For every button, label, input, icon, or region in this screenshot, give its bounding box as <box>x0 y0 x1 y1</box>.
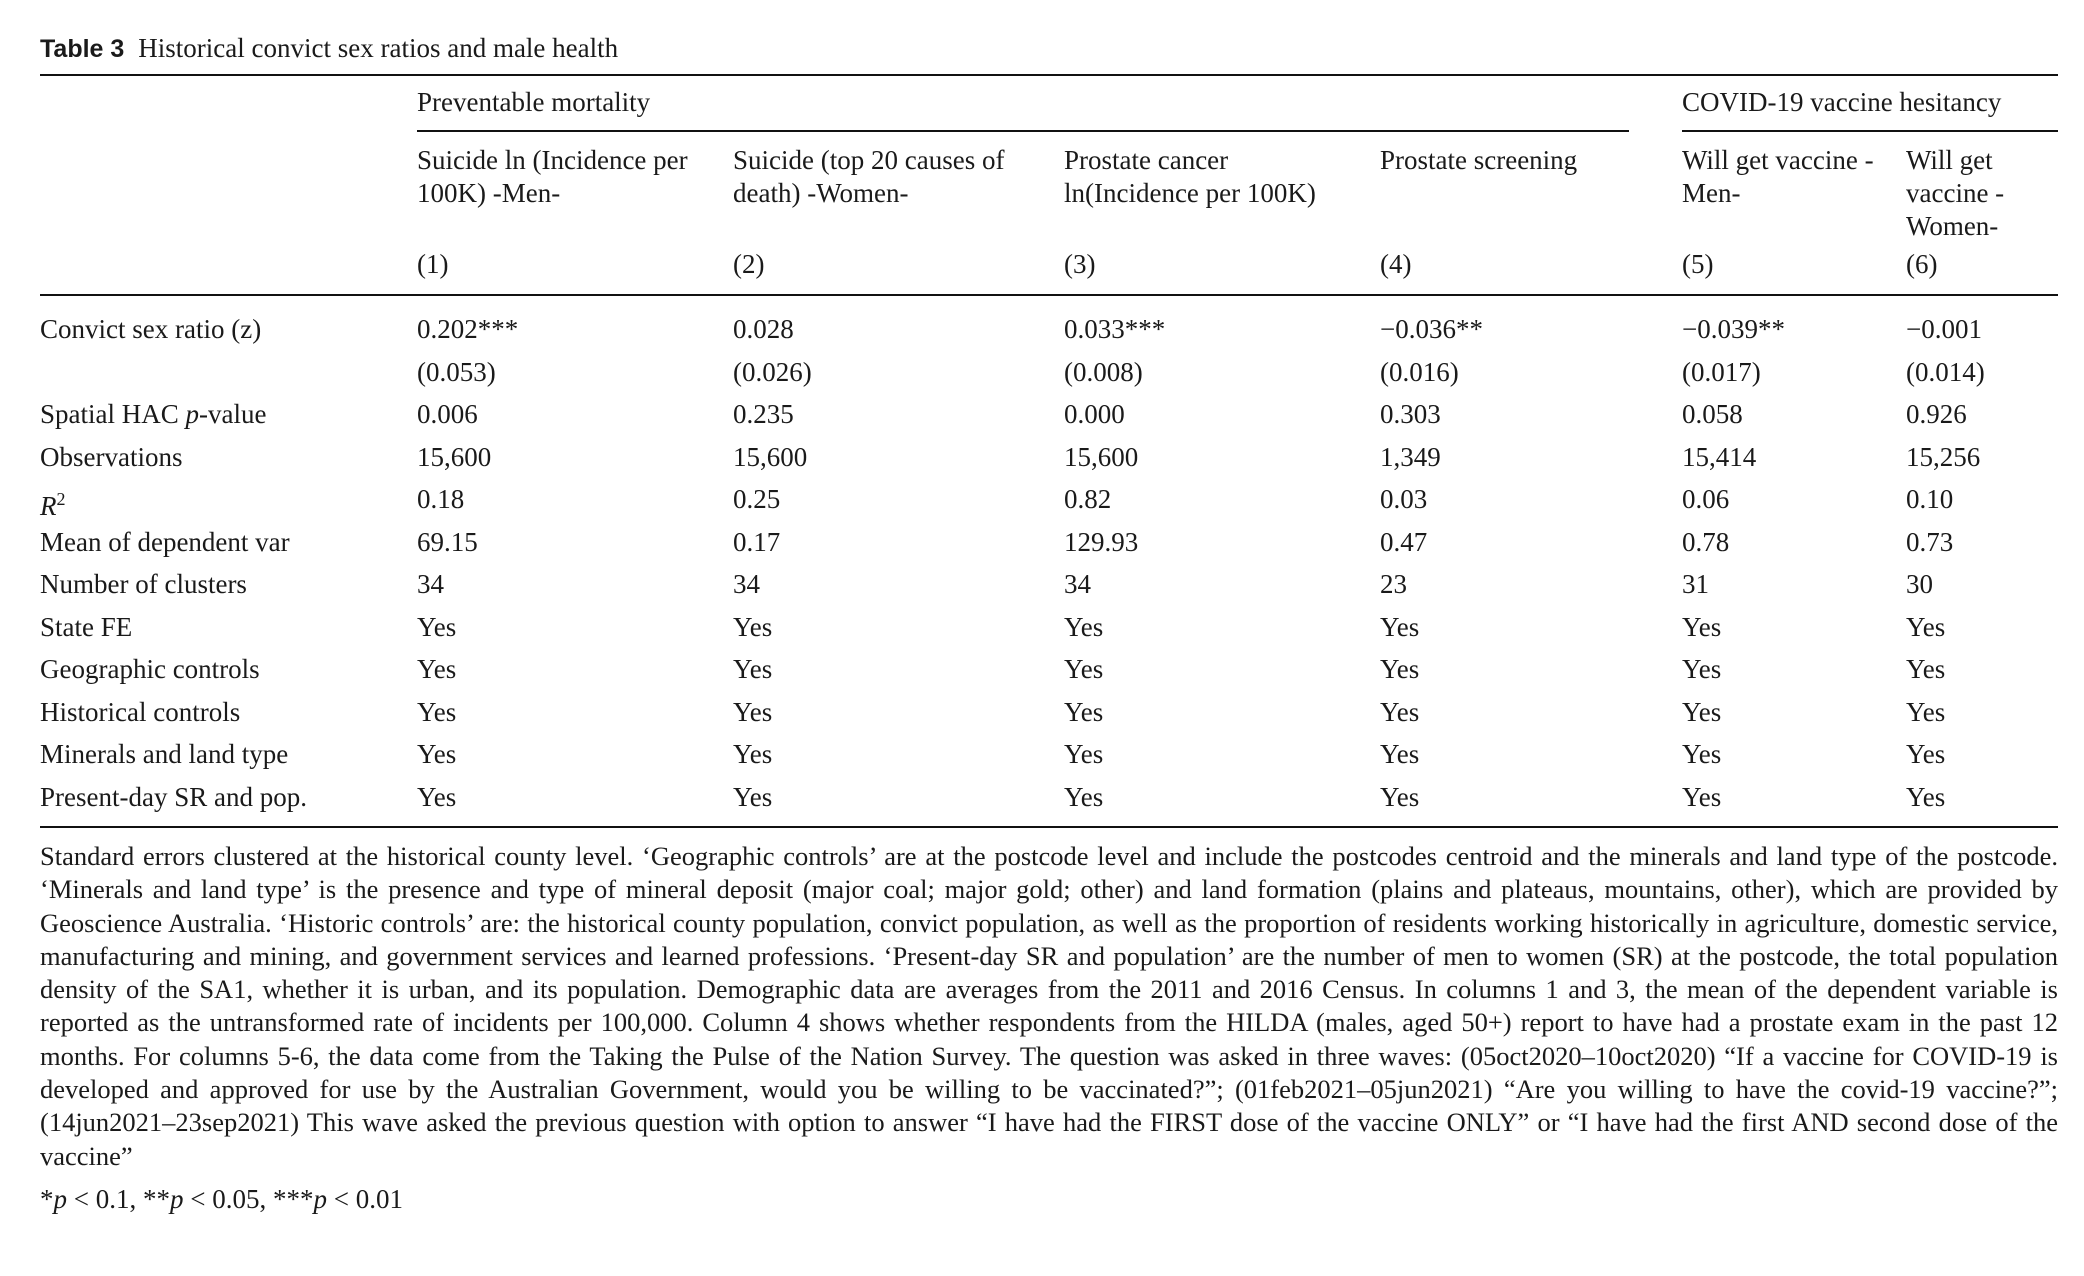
table-cell: 1,349 <box>1380 441 1441 472</box>
table-cell: 0.73 <box>1906 526 1954 557</box>
table-cell: Yes <box>417 654 457 684</box>
table-row <box>40 648 2058 691</box>
table-cell: Yes <box>1906 654 1946 684</box>
column-header: Prostate screening <box>1380 145 1578 175</box>
table-cell: 0.926 <box>1906 399 1967 429</box>
row-label: Historical controls <box>40 696 241 727</box>
significance-note: *p < 0.1, **p < 0.05, ***p < 0.01 <box>40 1183 403 1214</box>
table-cell: Yes <box>1064 696 1104 727</box>
bottom-rule <box>40 826 2058 828</box>
table-cell: 0.25 <box>733 484 781 514</box>
table-cell: Yes <box>733 781 773 812</box>
column-header: Prostate cancer ln(Incidence per 100K) <box>1064 145 1316 208</box>
table-cell: 0.47 <box>1380 526 1428 557</box>
table-cell: 0.028 <box>733 314 794 344</box>
table-cell: −0.036** <box>1380 314 1483 344</box>
table-cell: 0.18 <box>417 484 465 514</box>
column-number: (2) <box>733 249 765 279</box>
table-cell: Yes <box>1682 739 1722 769</box>
table-cell: 0.06 <box>1682 484 1730 514</box>
table-cell: Yes <box>733 696 773 727</box>
table-cell: Yes <box>1682 781 1722 812</box>
group-header-row <box>40 76 2058 132</box>
table-row <box>40 691 2058 734</box>
table-page <box>40 30 2058 1217</box>
table-cell: Yes <box>1380 739 1420 769</box>
table-cell: Yes <box>1380 654 1420 684</box>
table-cell: 31 <box>1682 569 1709 599</box>
table-cell: (0.026) <box>733 356 812 387</box>
table-cell: 34 <box>1064 569 1091 599</box>
table-row <box>40 606 2058 649</box>
row-label: Minerals and land type <box>40 739 289 769</box>
table-caption <box>40 30 2058 74</box>
table-cell: 30 <box>1906 569 1933 599</box>
table-cell: 0.006 <box>417 399 478 429</box>
table-row <box>40 436 2058 479</box>
table-cell: Yes <box>1380 611 1420 642</box>
table-cell: Yes <box>1906 696 1946 727</box>
table-cell: Yes <box>733 611 773 642</box>
table-cell: 129.93 <box>1064 526 1139 557</box>
row-label: Present-day SR and pop. <box>40 781 307 812</box>
column-header: Suicide ln (Incidence per 100K) -Men- <box>417 145 688 208</box>
column-number: (4) <box>1380 249 1412 279</box>
table-row <box>40 733 2058 776</box>
table-cell: Yes <box>1682 611 1722 642</box>
table-cell: 34 <box>733 569 760 599</box>
table-row <box>40 351 2058 394</box>
column-header: Will get vaccine -Women- <box>1906 145 2005 241</box>
table-cell: 69.15 <box>417 526 478 557</box>
table-cell: Yes <box>1682 696 1722 727</box>
table-cell: 0.235 <box>733 399 794 429</box>
row-label: $R^2$ <box>40 489 66 521</box>
table-cell: Yes <box>1064 781 1104 812</box>
table-cell: Yes <box>1906 611 1946 642</box>
table-cell: −0.039** <box>1682 314 1785 344</box>
table-cell: 0.78 <box>1682 526 1730 557</box>
table-row <box>40 776 2058 819</box>
table-cell: (0.014) <box>1906 356 1985 387</box>
table-row <box>40 308 2058 351</box>
group-vaccine: COVID-19 vaccine hesitancy <box>1682 87 2002 117</box>
table-cell: Yes <box>417 696 457 727</box>
column-number: (6) <box>1906 249 1938 279</box>
table-notes: Standard errors clustered at the historical county level. ‘Geographic controls’ are at the postcode level and include the postcodes centroid and the minerals and land type of the postcode. ‘Minerals and land type’ is the presence and type of mineral deposit (major coal; major gold; other) and land formation (plains and plateaus, mountains, other), which are provided by Geoscience Australia. ‘Historic controls’ are: the historical county population, convict population, as well as the proportion of residents working historically in agriculture, domestic service, manufacturing and mining, and government services and learned professions. ‘Present-day SR and population’ are the number of men to women (SR) at the postcode, the total population density of the SA1, whether it is urban, and its population. Demographic data are averages from the 2011 and 2016 Census. In columns 1 and 3, the mean of the dependent variable is reported as the untransformed rate of incidents per 100,000. Column 4 shows whether respondents from the HILDA (males, aged 50+) report to have had a prostate exam in the past 12 months. For columns 5-6, the data come from the Taking the Pulse of the Nation Survey. The question was asked in three waves: (05oct2020–10oct2020) “If a vaccine for COVID-19 is developed and approved for use by the Australian Government, would you be willing to be vaccinated?”; (01feb2021–05jun2021) “Are you willing to have the covid-19 vaccine?”; (14jun2021–23sep2021) This wave asked the previous question with option to answer “I have had the FIRST dose of the vaccine ONLY” or “I have had the first AND second dose of the vaccine” <box>40 841 2058 1171</box>
table-cell: Yes <box>417 781 457 812</box>
table-cell: 0.10 <box>1906 484 1954 514</box>
table-cell: (0.017) <box>1682 356 1761 387</box>
table-cell: Yes <box>1064 739 1104 769</box>
table-cell: Yes <box>1380 696 1420 727</box>
row-label: Spatial HAC p-value <box>40 399 267 429</box>
row-label: Number of clusters <box>40 569 247 599</box>
row-label: State FE <box>40 611 133 642</box>
table-cell: 34 <box>417 569 444 599</box>
table-cell: 0.058 <box>1682 399 1743 429</box>
column-header: Suicide (top 20 causes of death) -Women- <box>733 145 1005 208</box>
table-body <box>40 296 2058 826</box>
table-cell: 0.202*** <box>417 314 519 344</box>
row-label: Observations <box>40 441 183 472</box>
column-header: Will get vaccine -Men- <box>1682 145 1874 208</box>
table-cell: (0.053) <box>417 356 496 387</box>
table-cell: 15,600 <box>1064 441 1139 472</box>
table-cell: 15,600 <box>733 441 808 472</box>
table-cell: Yes <box>1064 654 1104 684</box>
table-cell: 0.03 <box>1380 484 1428 514</box>
table-cell: 0.303 <box>1380 399 1441 429</box>
table-cell: −0.001 <box>1906 314 1982 344</box>
table-cell: Yes <box>1906 781 1946 812</box>
row-label: Geographic controls <box>40 654 260 684</box>
column-number: (3) <box>1064 249 1096 279</box>
table-cell: 0.033*** <box>1064 314 1166 344</box>
table-title: Historical convict sex ratios and male health <box>138 33 619 63</box>
table-cell: Yes <box>417 611 457 642</box>
table-cell: Yes <box>1380 781 1420 812</box>
table-cell: Yes <box>733 739 773 769</box>
table-cell: (0.016) <box>1380 356 1459 387</box>
table-label: Table 3 <box>40 35 125 63</box>
table-cell: 15,414 <box>1682 441 1757 472</box>
row-label: Mean of dependent var <box>40 526 290 557</box>
row-label: Convict sex ratio (z) <box>40 314 262 344</box>
column-number: (5) <box>1682 249 1714 279</box>
table-row <box>40 563 2058 606</box>
table-row <box>40 521 2058 564</box>
table-cell: 0.000 <box>1064 399 1125 429</box>
table-row <box>40 478 2058 521</box>
table-cell: 15,256 <box>1906 441 1981 472</box>
table-cell: Yes <box>1906 739 1946 769</box>
table-row <box>40 393 2058 436</box>
table-cell: 15,600 <box>417 441 492 472</box>
column-header-row <box>40 132 2058 242</box>
column-number-row <box>40 242 2058 294</box>
table-cell: Yes <box>1064 611 1104 642</box>
table-cell: 0.17 <box>733 526 781 557</box>
table-cell: Yes <box>1682 654 1722 684</box>
table-cell: (0.008) <box>1064 356 1143 387</box>
table-cell: 0.82 <box>1064 484 1112 514</box>
table-cell: 23 <box>1380 569 1407 599</box>
column-number: (1) <box>417 249 449 279</box>
table-cell: Yes <box>733 654 773 684</box>
group-mortality: Preventable mortality <box>417 87 651 117</box>
table-cell: Yes <box>417 739 457 769</box>
